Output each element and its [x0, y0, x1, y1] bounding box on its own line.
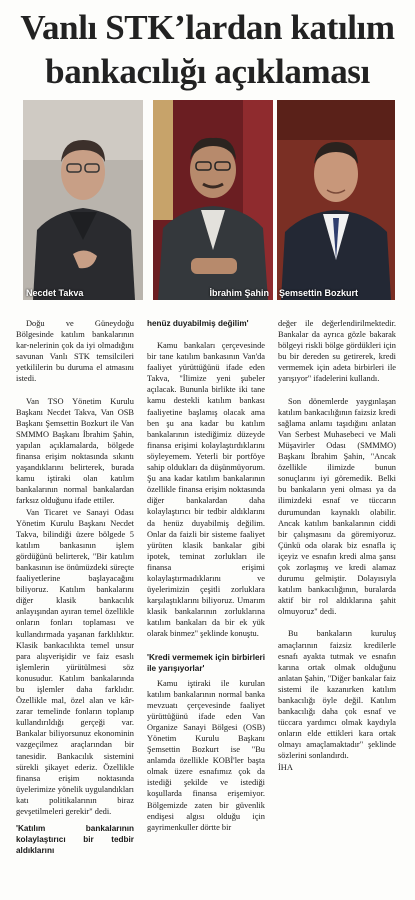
paragraph: Kamu iştiraki ile kurulan katılım bankalarının normal banka mevzuatı çerçevesinde faaliyet yürüttüğünü ifade eden Van Organize Sanayi Bölgesi (OSB) Yönetim Kurulu Başkanı Şemsettin Bozkurt ise "Bu anlamda özellikle KOBİ'ler başta olmak üzere esnafımız çok da istediği şekilde ve istediği koşullarda finansa erişemiyor. Bölgemizde zaten bir güvenlik endişesi algısı olduğu için gayrimenkuller dörtte bir	[147, 678, 265, 832]
article-column-1	[16, 318, 134, 860]
paragraph: Bu bankaların kuruluş amaçlarının faizsiz kredilerle esnafı ayakta tutmak ve esnafın karına ortak olmak olduğunu anlatan Şahin, "Diğer bankalar faiz sistemi ile kazanırken katılım bankacılığı öyle değil. Katılım bankacılığı daha çok esnaf ve tüccara yardımcı olmak kaydıyla onların elde ettikleri kara ortak olmayı amaçlamaktadır" şeklinde sözlerini sonlandırdı.	[278, 629, 396, 761]
source-credit: İHA	[278, 762, 293, 772]
portrait-illustration	[23, 100, 143, 300]
photo-caption: Şemsettin Bozkurt	[279, 288, 359, 298]
subheading-continued: henüz duyabilmiş değilim'	[147, 319, 249, 328]
article-column-2	[147, 318, 265, 833]
photo-caption: İbrahim Şahin	[209, 288, 269, 298]
paragraph: Van Ticaret ve Sanayi Odası Yönetim Kurulu Başkanı Necdet Takva, bilindiği üzere bölgede 5 katılım bankasının işlem gördüğünü belirterek, "Bir katılım bankasının ise önümüzdeki süreçte faaliyetlerine başlayacağını biliyoruz. Katılım bankalarını diğer klasik bankacılık anlayışından ayıran temel özellikle onların fonları toplaması ve kullandırmada yaşanan farklılıktır. Klasik bankacılıkta temel unsur para alışverişidir ve faiz esaslı işlemlerin yürütülmesi söz konusudur. Katılım bankalarında bu işlemler daha farklıdır. Özellikle mal, özel alan ve kâr-zarar temelinde fonların toplanıp kullandırıldığı gerçeği var. Bankalar biliyorsunuz ekonominin vazgeçilmez araçlarından bir tanesidir. Bankacılık sistemini sürekli şikayet ederiz. Özellikle finansa erişim noktasında üyelerimize yönelik uygulandıkları katı politikalarının biraz gevşetilmeleri gerekir" dedi.	[16, 507, 134, 817]
article-column-3	[278, 318, 396, 773]
paragraph: Son dönemlerde yaygınlaşan katılım bankacılığının faizsiz kredi sağlama anlamı taşıdığını anlatan Van Serbest Muhasebeci ve Mali Müşavirler Odası (SMMMO) Başkanı İbrahim Şahin, "Ancak özellikle ilimizde bunun sonuçlarını iyi göremedik. Belki bu bankaların yeni olması ya da ilimizdeki esnaf ve tüccarın durumundan kaynaklı olabilir. Ancak katılım bankalarının ciddi bir çalışmasını da göremiyoruz. Çünkü oda olarak biz esnafla iç içeyiz ve esnafın kredi alma şansı çok zorlaşmış ve kredi alamaz durumu gelmiştir. Dolayısıyla katılım bankacılığının, buralarda aktif bir rol aldıklarına şahit olmuyoruz" dedi.	[278, 396, 396, 617]
paragraph: Kamu bankaları çerçevesinde bir tane katılım bankasının Van'da faaliyet yürüttüğünü ifade eden Takva, "İlimize yeni şubeler açılacak. Bununla birlikte iki tane kamu destekli katılım bankası faaliyetine başlamış olacak ama ben şu ana kadar bu katılım bankalarının istediğimiz düzeyde finansa erişimi kolaylaştırdıklarını söyleyemem. Yeterli bir portföye sahip oldukları da düşünmüyorum. Şu ana kadar katılım bankalarının özellikle finansa erişim noktasında diğer bankalardan daha kolaylaştırıcı bir tedbir aldıklarını da henüz duyabilmiş değilim. Onlar da faizli bir sisteme faaliyet yürüten klasik bankalar gibi ipotek, teminat zorlukları ile finansa erişimi kolaylaştırmadıklarını ve üyelerimizin çeşitli zorluklara karşılaştıklarını biliyoruz. Umarım klasik bankalarının zorluklarına katılım bankaları da bir ek yük olarak binmez" şeklinde konuştu.	[147, 341, 265, 639]
paragraph: Doğu ve Güneydoğu Bölgesinde katılım bankalarının kar-nelerinin çok da iyi olmadığını savunan Vanlı STK temsilcileri yetkililerin bu duruma el atmasını istedi.	[16, 319, 134, 384]
photo-caption: Necdet Takva	[26, 288, 84, 298]
subheading: 'Kredi vermemek için birbirleri ile yarışıyorlar'	[147, 652, 265, 673]
subheading: 'Katılım bankalarının kolaylaştırıcı bir tedbir aldıklarını	[16, 824, 134, 856]
paragraph: değer ile değerlendirilmektedir. Bankalar da ayrıca gözle bakarak bölgeyi riskli bölge gördükleri için bu bir dereden su getirerek, kredi vermemek için adeta birbirleri ile yarışıyor" ifadelerini kullandı.	[278, 319, 396, 384]
photo-ibrahim-sahin	[153, 100, 273, 300]
headline: Vanlı STK’lardan katılım bankacılığı açıklaması	[20, 8, 395, 91]
paragraph: Van TSO Yönetim Kurulu Başkanı Necdet Takva, Van OSB Başkanı Şemsettin Bozkurt ile Van SMMMO Başkanı İbrahim Şahin, yapılan açıklamalarda, bölgede finansa erişim noktasında sıkıntı yaşandıklarını belirterek, burada kamu iştiraki olan katılım bankalarının normal bankalardan farksız olduğunu ifade ettiler.	[16, 396, 134, 506]
photo-semsettin-bozkurt	[277, 100, 395, 300]
portrait-illustration	[153, 100, 273, 300]
photo-necdet-takva	[23, 100, 143, 300]
portrait-illustration	[277, 100, 395, 300]
